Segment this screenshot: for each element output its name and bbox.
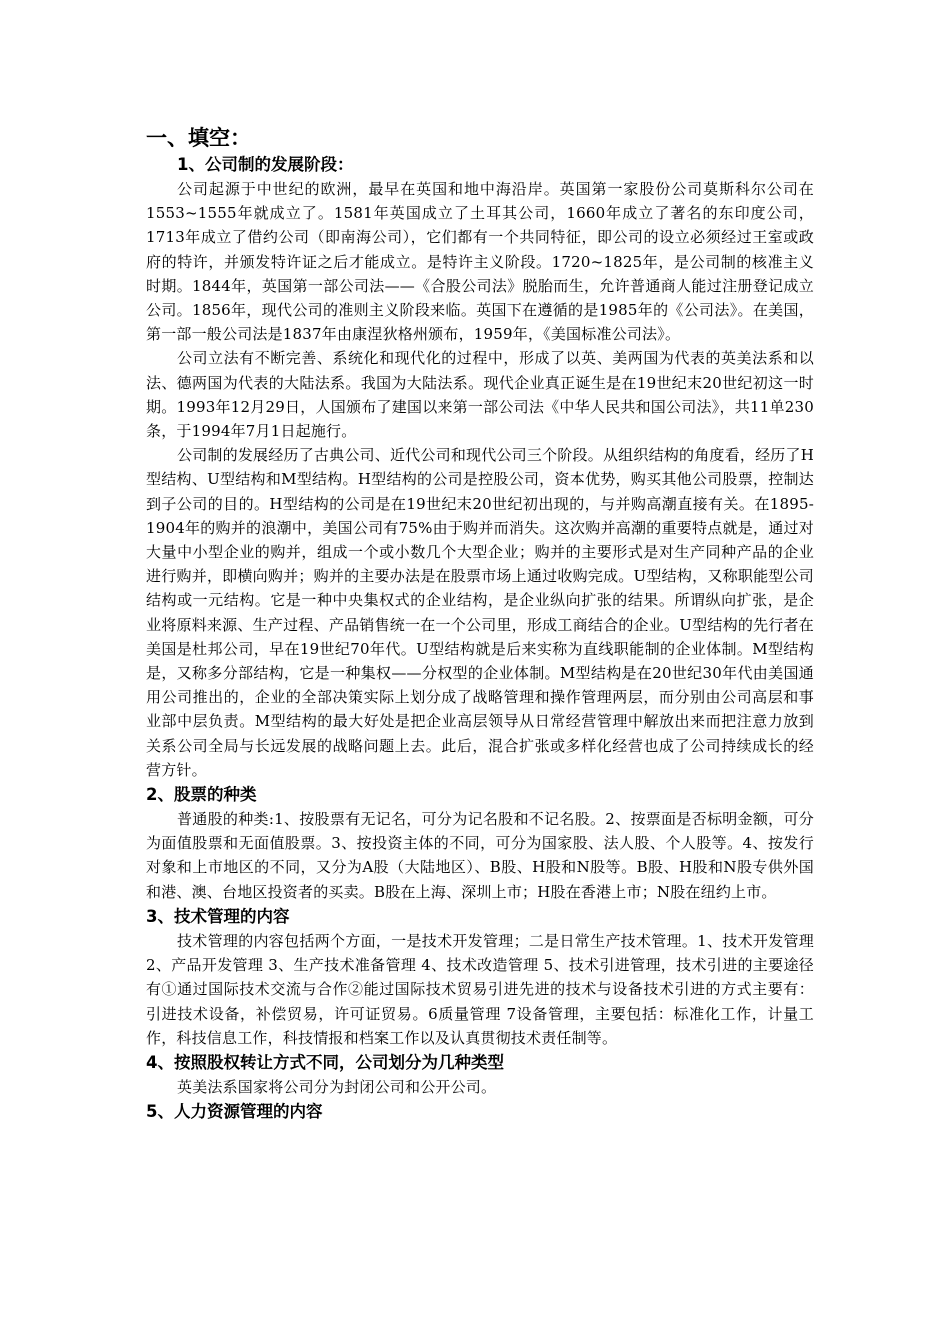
paragraph: 普通股的种类:1、按股票有无记名，可分为记名股和不记名股。2、按票面是否标明金额，可分为面值股票和无面值股票。3、按投资主体的不同，可分为国家股、法人股、个人股等。4、按发行对象和上市地区的不同，又分为A股（大陆地区）、B股、H股和N股等。B股、H股和N股专供外国和港、澳、台地区投资者的买卖。B股在上海、深圳上市；H股在香港上市；N股在纽约上市。	[146, 810, 814, 901]
subsection-heading-3: 3、技术管理的内容	[146, 906, 290, 926]
subsection-heading-1: 1、公司制的发展阶段：	[177, 155, 354, 174]
subsection-heading-4: 4、按照股权转让方式不同，公司划分为几种类型	[146, 1052, 504, 1072]
paragraph: 公司起源于中世纪的欧洲，最早在英国和地中海沿岸。英国第一家股份公司莫斯科尔公司在1553~1555年就成立了。1581年英国成立了土耳其公司，1660年成立了著名的东印度公司，1713年成立了借约公司（即南海公司），它们都有一个共同特征，即公司的设立必须经过王室或政府的特许，并颁发特许证之后才能成立。是特许主义阶段。1720~1825年，是公司制的核准主义时期。1844年，英国第一部公司法——《合股公司法》脱胎而生，允许普通商人能过注册登记成立公司。1856年，现代公司的准则主义阶段来临。英国下在遵循的是1985年的《公司法》。在美国，第一部一般公司法是1837年由康涅狄格州颁布，1959年，《美国标准公司法》。	[146, 180, 814, 344]
document-page	[146, 124, 814, 1124]
subsection-heading-5: 5、人力资源管理的内容	[146, 1102, 323, 1122]
paragraph: 英美法系国家将公司分为封闭公司和公开公司。	[177, 1077, 497, 1096]
paragraph: 技术管理的内容包括两个方面，一是技术开发管理；二是日常生产技术管理。1、技术开发管理 2、产品开发管理 3、生产技术准备管理 4、技术改造管理 5、技术引进管理，技术引进的主要途径有①通过国际技术交流与合作②能过国际技术贸易引进先进的技术与设备技术引进的方式主要有：引进技术设备，补偿贸易，许可证贸易。6质量管理 7设备管理，主要包括：标准化工作，计量工作，科技信息工作，科技情报和档案工作以及认真贯彻技术责任制等。	[146, 931, 814, 1047]
section-heading: 一、填空：	[146, 126, 251, 150]
subsection-heading-2: 2、股票的种类	[146, 785, 257, 805]
paragraph: 公司立法有不断完善、系统化和现代化的过程中，形成了以英、美两国为代表的英美法系和以法、德两国为代表的大陆法系。我国为大陆法系。现代企业真正诞生是在19世纪末20世纪初这一时期。1993年12月29日，人国颁布了建国以来第一部公司法《中华人民共和国公司法》，共11单230条，于1994年7月1日起施行。	[146, 349, 814, 441]
paragraph: 公司制的发展经历了古典公司、近代公司和现代公司三个阶段。从组织结构的角度看，经历了H型结构、U型结构和M型结构。H型结构的公司是控股公司，资本优势，购买其他公司股票，控制达到子公司的目的。H型结构的公司是在19世纪末20世纪初出现的，与并购高潮直接有关。在1895-1904年的购并的浪潮中，美国公司有75%由于购并而消失。这次购并高潮的重要特点就是，通过对大量中小型企业的购并，组成一个或小数几个大型企业；购并的主要形式是对生产同种产品的企业进行购并，即横向购并；购并的主要办法是在股票市场上通过收购完成。U型结构，又称职能型公司结构或一元结构。它是一种中央集权式的企业结构，是企业纵向扩张的结果。所谓纵向扩张，是企业将原料来源、生产过程、产品销售统一在一个公司里，形成工商结合的企业。U型结构的先行者在美国是杜邦公司，早在19世纪70年代。U型结构就是后来实称为直线职能制的企业体制。M型结构是，又称多分部结构，它是一种集权——分权型的企业体制。M型结构是在20世纪30年代由美国通用公司推出的，企业的全部决策实际上划分成了战略管理和操作管理两层，而分别由公司高层和事业部中层负责。M型结构的最大好处是把企业高层领导从日常经营管理中解放出来而把注意力放到关系公司全局与长远发展的战略问题上去。此后，混合扩张或多样化经营也成了公司持续成长的经营方针。	[146, 446, 814, 779]
